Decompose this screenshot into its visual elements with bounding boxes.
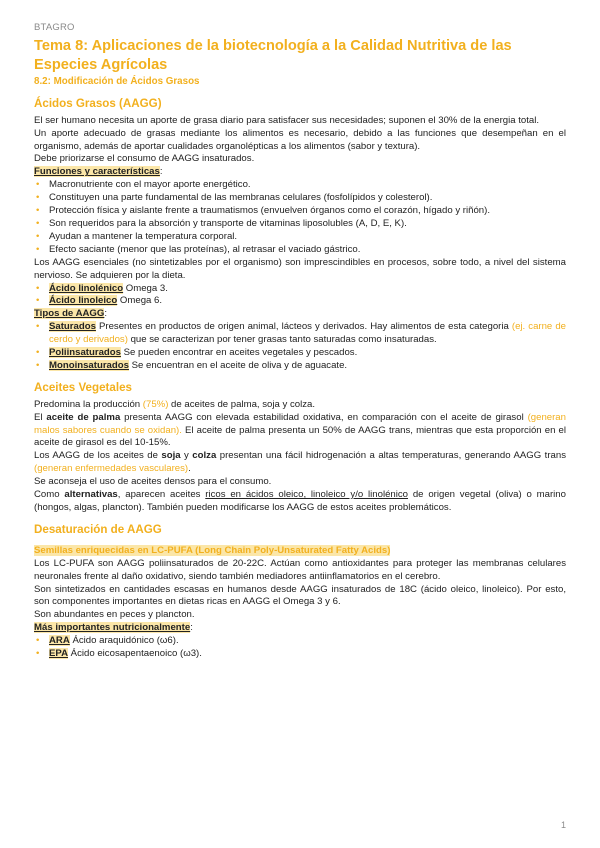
bullet-icon: •	[36, 243, 40, 255]
list-item-text: Efecto saciante (menor que las proteínas), al retrasar el vaciado gástrico.	[49, 243, 361, 255]
underlined-text: ricos en ácidos oleico, linoleico y/o linolénico	[205, 489, 409, 501]
paragraph	[34, 412, 566, 451]
list-item	[34, 295, 566, 308]
term-poliinsaturados: Poliinsaturados	[49, 347, 121, 359]
list-item	[34, 283, 566, 296]
text-run: de aceites de palma, soja y colza.	[168, 398, 316, 410]
brand-label: BTAGRO	[34, 22, 75, 33]
note-text: (ej. carne de cerdo y derivados)	[49, 321, 566, 346]
term-ara: ARA	[49, 635, 70, 647]
paragraph: Son abundantes en peces y plancton.	[34, 609, 195, 621]
keyword: colza	[192, 450, 217, 462]
text-run: Predomina la producción	[34, 398, 143, 410]
list-item	[34, 360, 566, 373]
types-list	[34, 321, 566, 373]
list-item-text: Se pueden encontrar en aceites vegetales y pescados.	[120, 347, 358, 359]
paragraph	[34, 489, 566, 515]
list-item-text: Se encuentran en el aceite de oliva y de aguacate.	[128, 359, 348, 371]
functions-list	[34, 179, 566, 256]
functions-label-line: Funciones y características:	[34, 166, 163, 178]
list-item-text: Protección física y aislante frente a traumatismos (envuelven órganos como el corazón, hígado y riñón).	[49, 205, 491, 217]
section-heading-desaturacion: Desaturación de AAGG	[34, 522, 162, 536]
list-item	[34, 218, 566, 231]
list-item	[34, 205, 566, 218]
list-item-text: Ayudan a mantener la temperatura corporal.	[49, 230, 238, 242]
text-run: presentan una fácil hidrogenación a altas temperaturas, generando AAGG trans	[216, 450, 566, 462]
list-item	[34, 179, 566, 192]
subsection-heading: Semillas enriquecidas en LC-PUFA (Long Chain Poly-Unsaturated Fatty Acids)	[34, 544, 391, 556]
bullet-icon: •	[36, 635, 40, 647]
types-label-line: Tipos de AAGG:	[34, 308, 108, 320]
paragraph: Son sintetizados en cantidades escasas en humanos desde AAGG insaturados de 18C (ácido oleico, linoleico). Por esto, son componentes importantes en dietas ricas en AAGG el Omega 3 y 6.	[34, 583, 566, 608]
paragraph: Los AAGG esenciales (no sintetizables por el organismo) son imprescindibles en procesos, sobre todo, a nivel del sistema nervioso. Se adquieren por la dieta.	[34, 256, 566, 281]
paragraph	[34, 450, 566, 476]
bullet-icon: •	[36, 359, 40, 371]
term-linoleico: Ácido linoleico	[49, 295, 118, 307]
text-run: Como	[34, 489, 65, 501]
important-label-line: Más importantes nutricionalmente:	[34, 622, 193, 634]
text-run: presenta AAGG con elevada estabilidad oxidativa, en comparación con el aceite de girasol	[120, 411, 528, 423]
text-run: El aceite de palma presenta un 50% de AAGG trans, mientras que esta proporción en el aceite de girasol es del 10-15%.	[34, 424, 566, 449]
essential-list	[34, 283, 566, 309]
list-item-text: Omega 3.	[123, 282, 168, 294]
bullet-icon: •	[36, 192, 40, 204]
bullet-icon: •	[36, 179, 40, 191]
term-saturados: Saturados	[49, 321, 96, 333]
list-item-text: Presentes en productos de origen animal, lácteos y derivados. Hay alimentos de esta categoria	[95, 321, 512, 333]
list-item-text: Ácido eicosapentaenoico (ω3).	[68, 648, 202, 660]
subsection-heading-line	[34, 545, 566, 558]
list-item	[34, 231, 566, 244]
term-epa: EPA	[49, 648, 69, 660]
bullet-icon: •	[36, 217, 40, 229]
bullet-icon: •	[36, 321, 40, 333]
list-item-text: Ácido araquidónico (ω6).	[69, 635, 179, 647]
list-item-text: Omega 6.	[117, 295, 163, 307]
paragraph: Los LC-PUFA son AAGG poliinsaturados de 20-22C. Actúan como antioxidantes para proteger las membranas celulares neuronales frente al daño oxidativo, siendo también mediadores antiinflamatorios en el cerebro.	[34, 557, 566, 582]
bullet-icon: •	[36, 347, 40, 359]
important-label: Más importantes nutricionalmente	[34, 622, 191, 634]
list-item	[34, 244, 566, 257]
list-item	[34, 192, 566, 205]
page-title: Tema 8: Aplicaciones de la biotecnología a la Calidad Nutritiva de las Especies Agrícolas	[34, 37, 512, 73]
important-list	[34, 635, 566, 661]
paragraph: El ser humano necesita un aporte de grasa diario para satisfacer sus necesidades; suponen el 30% de la energia total.	[34, 114, 540, 126]
bullet-icon: •	[36, 230, 40, 242]
note-text: (generan malos sabores cuando se oxidan).	[34, 411, 566, 436]
list-item	[34, 648, 566, 661]
text-run: .	[188, 463, 191, 475]
text-run: de origen vegetal (oliva) o marino (hongos, algas, plancton). También pueden modificarse los AAGG de estos aceites problemáticos.	[34, 489, 566, 513]
list-item-text: Macronutriente con el mayor aporte energético.	[49, 179, 251, 191]
page-number: 1	[560, 820, 566, 831]
text-run: y	[180, 450, 193, 462]
page-subtitle: 8.2: Modificación de Ácidos Grasos	[34, 75, 200, 87]
list-item	[34, 321, 566, 347]
paragraph: Un aporte adecuado de grasas mediante los alimentos es necesario, debido a las funciones que desempeñan en el organismo, además de aportar cualidades organolépticas a los alimentos (sabor y textura).	[34, 127, 566, 152]
text-run: , aparecen aceites	[117, 489, 206, 501]
keyword: aceite de palma	[46, 411, 121, 423]
section-heading-aceites-vegetales: Aceites Vegetales	[34, 380, 132, 394]
note-text: (generan enfermedades vasculares)	[34, 463, 189, 475]
list-item	[34, 347, 566, 360]
text-run: El	[34, 411, 47, 423]
list-item-text: que se caracterizan por tener grasas tanto saturadas como insaturadas.	[127, 334, 437, 346]
note-text: (75%)	[142, 398, 169, 410]
list-item-text: Constituyen una parte fundamental de las membranas celulares (fosfolípidos y colesterol).	[49, 192, 433, 204]
term-linolenico: Ácido linolénico	[49, 282, 124, 294]
term-monoinsaturados: Monoinsaturados	[49, 359, 129, 371]
keyword: alternativas	[64, 489, 118, 501]
functions-label: Funciones y características	[34, 166, 160, 178]
types-label: Tipos de AAGG	[34, 308, 105, 320]
paragraph	[34, 399, 566, 412]
bullet-icon: •	[36, 648, 40, 660]
bullet-icon: •	[36, 295, 40, 307]
paragraph: Se aconseja el uso de aceites densos para el consumo.	[34, 476, 272, 488]
section-heading-acidos-grasos: Ácidos Grasos (AAGG)	[34, 96, 162, 110]
bullet-icon: •	[36, 282, 40, 294]
paragraph: Debe priorizarse el consumo de AAGG insaturados.	[34, 153, 255, 165]
list-item-text: Son requeridos para la absorción y transporte de vitaminas liposolubles (A, D, E, K).	[49, 217, 407, 229]
keyword: soja	[161, 450, 181, 462]
text-run: Los AAGG de los aceites de	[34, 450, 162, 462]
list-item	[34, 635, 566, 648]
bullet-icon: •	[36, 205, 40, 217]
